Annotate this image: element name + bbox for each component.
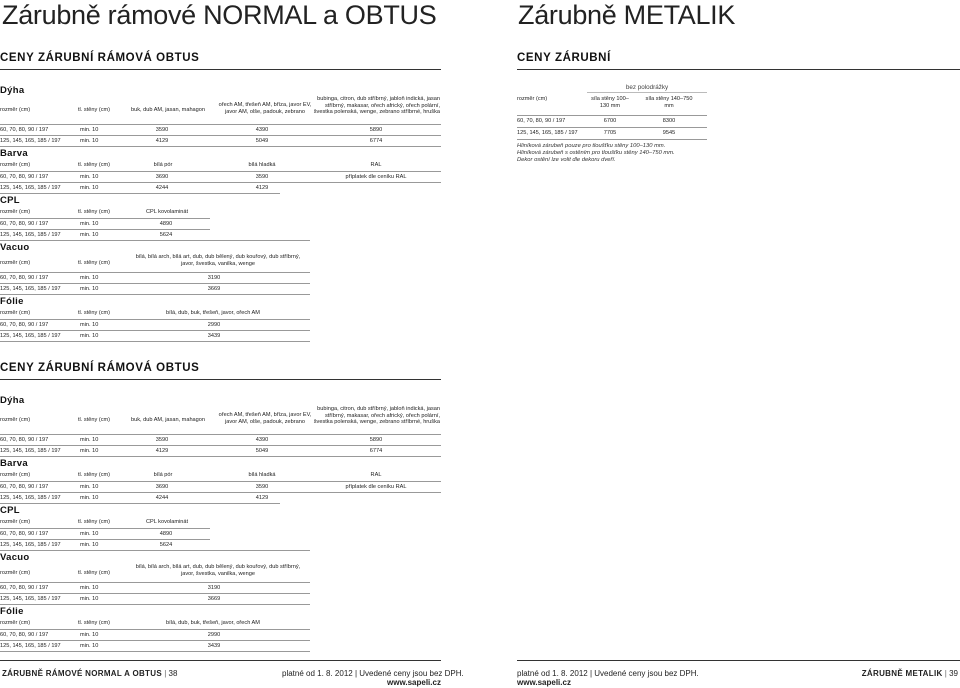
- table-header: [0, 517, 210, 527]
- table-cell: 125, 145, 165, 185 / 197: [0, 495, 61, 501]
- website-link[interactable]: www.sapeli.cz: [387, 678, 441, 687]
- table-header: [0, 160, 441, 170]
- table-cell: min. 10: [80, 596, 99, 602]
- page-title-right: Zárubně METALIK: [518, 0, 736, 30]
- table-cell: ořech AM, třešeň AM, bříza, javor EV, javor AM, olše, padouk, zebrano: [218, 412, 312, 425]
- table-header: [0, 564, 310, 582]
- table-cell: rozměr (cm): [0, 260, 31, 266]
- table-cell: min. 10: [80, 127, 99, 133]
- table-cell: 2990: [207, 322, 221, 328]
- table-cell: CPL kovolaminát: [145, 519, 189, 525]
- table-header: [0, 406, 441, 434]
- table-cell: 60, 70, 80, 90 / 197: [0, 322, 49, 328]
- table-header: [0, 308, 310, 318]
- table-cell: tl. stěny (cm): [78, 620, 111, 626]
- subsection-title: Dýha: [0, 395, 25, 406]
- table-cell: rozměr (cm): [0, 620, 31, 626]
- notes: [517, 143, 737, 164]
- table-cell: 2990: [207, 632, 221, 638]
- table-cell: 4890: [159, 221, 173, 227]
- subsection-title: Barva: [0, 458, 28, 469]
- subsection-title: Vacuo: [0, 552, 30, 563]
- table-cell: 125, 145, 165, 185 / 197: [0, 185, 61, 191]
- table-row: [0, 540, 210, 550]
- table-cell: 5049: [255, 138, 269, 144]
- table-cell: min. 10: [80, 275, 99, 281]
- subsection-title: CPL: [0, 505, 20, 516]
- table-cell: 3439: [207, 643, 221, 649]
- table-cell: 3439: [207, 333, 221, 339]
- table-cell: min. 10: [80, 322, 99, 328]
- table-cell: 3190: [207, 275, 221, 281]
- table-cell: bubinga, citron, dub stříbrný, jabloň indická, jasan stříbrný, makasar, ořech africký, ořech polární, švestka polenská, wenge, zebrano stříbrné, hruška: [313, 406, 440, 425]
- table-cell: rozměr (cm): [0, 162, 31, 168]
- table-row: [0, 125, 441, 135]
- table-row: [0, 493, 441, 503]
- page-title-left: Zárubně rámové NORMAL a OBTUS: [2, 0, 437, 30]
- footer-left-title: ZÁRUBNĚ RÁMOVÉ NORMAL A OBTUS | 38: [2, 669, 178, 678]
- table-cell: min. 10: [80, 221, 99, 227]
- subsection-title: CPL: [0, 195, 20, 206]
- table-cell: 60, 70, 80, 90 / 197: [0, 585, 49, 591]
- table-cell: 6774: [369, 138, 383, 144]
- table-row: [0, 641, 310, 651]
- table-row: 125, 145, 165, 185 / 197 7705 9545: [517, 130, 676, 136]
- table-cell: buk, dub AM, jasan, mahagon: [130, 417, 205, 423]
- table-cell: 3669: [207, 596, 221, 602]
- note: Hliníková zárubeň pouze pro tloušťku stěny 100–130 mm.: [517, 143, 666, 149]
- table-cell: min. 10: [80, 643, 99, 649]
- table-cell: bubinga, citron, dub stříbrný, jabloň indická, jasan stříbrný, makasar, ořech africký, ořech polární, švestka polenská, wenge, zebrano stříbrné, hruška: [313, 96, 440, 115]
- table-cell: RAL: [370, 162, 382, 168]
- table-cell: 4244: [155, 495, 169, 501]
- table-cell: 5049: [255, 448, 269, 454]
- table-cell: rozměr (cm): [0, 472, 31, 478]
- table-cell: 60, 70, 80, 90 / 197: [0, 632, 49, 638]
- table-cell: 4390: [255, 127, 269, 133]
- table-cell: bílá pór: [153, 472, 173, 478]
- table-cell: 125, 145, 165, 185 / 197: [0, 138, 61, 144]
- table-cell: 60, 70, 80, 90 / 197: [0, 531, 49, 537]
- table-cell: 125, 145, 165, 185 / 197: [0, 643, 61, 649]
- table-cell: 6774: [369, 448, 383, 454]
- table-cell: příplatek dle ceníku RAL: [345, 484, 407, 490]
- table-cell: 3669: [207, 286, 221, 292]
- table-cell: 3590: [255, 174, 269, 180]
- footer-right-title: ZÁRUBNĚ METALIK | 39: [861, 669, 958, 678]
- subsection-title: Vacuo: [0, 242, 30, 253]
- table-cell: 4129: [155, 448, 169, 454]
- table-cell: RAL: [370, 472, 382, 478]
- table-cell: tl. stěny (cm): [78, 472, 111, 478]
- validity-note: platné od 1. 8. 2012 | Uvedené ceny jsou bez DPH.: [282, 669, 464, 678]
- table-header: [0, 470, 441, 480]
- table-cell: min. 10: [80, 585, 99, 591]
- table-cell: CPL kovolaminát: [145, 209, 189, 215]
- footer-right-info: [517, 669, 707, 687]
- table-row: [0, 273, 310, 283]
- table-row: [0, 136, 441, 146]
- table-cell: 4129: [255, 495, 269, 501]
- table-cell: 125, 145, 165, 185 / 197: [0, 448, 61, 454]
- table-header: [0, 618, 310, 628]
- table-header: [0, 96, 441, 124]
- table-cell: tl. stěny (cm): [78, 260, 111, 266]
- table-cell: 60, 70, 80, 90 / 197: [0, 484, 49, 490]
- table-row: [0, 183, 441, 193]
- table-cell: 3590: [155, 437, 169, 443]
- table-cell: příplatek dle ceníku RAL: [345, 174, 407, 180]
- table-cell: 60, 70, 80, 90 / 197: [0, 275, 49, 281]
- table-cell: rozměr (cm): [0, 107, 31, 113]
- footer-left-info: [282, 669, 472, 687]
- table-cell: 3590: [155, 127, 169, 133]
- table-cell: tl. stěny (cm): [78, 310, 111, 316]
- website-link[interactable]: www.sapeli.cz: [517, 678, 571, 687]
- table-cell: tl. stěny (cm): [78, 519, 111, 525]
- table-cell: ořech AM, třešeň AM, bříza, javor EV, javor AM, olše, padouk, zebrano: [218, 102, 312, 115]
- table-cell: rozměr (cm): [0, 570, 31, 576]
- footer-divider: [517, 660, 960, 661]
- table-cell: tl. stěny (cm): [78, 107, 111, 113]
- table-cell: min. 10: [80, 484, 99, 490]
- page-number: 38: [168, 669, 178, 678]
- table-row: [0, 172, 441, 182]
- subsection-title: Fólie: [0, 296, 24, 307]
- table-cell: 5624: [159, 232, 173, 238]
- table-cell: 60, 70, 80, 90 / 197: [0, 127, 49, 133]
- divider: [0, 69, 441, 70]
- table-cell: 125, 145, 165, 185 / 197: [0, 542, 61, 548]
- table-row: [0, 219, 210, 229]
- table-cell: 125, 145, 165, 185 / 197: [0, 333, 61, 339]
- table-cell: bílá, bílá arch, bílá art, dub, dub bělený, dub kouřový, dub stříbrný, javor, švestka, vanilka, wenge: [135, 564, 301, 577]
- table-header: rozměr (cm) síla stěny 100–130 mm síla stěny 140–750 mm: [517, 96, 693, 109]
- table-cell: 125, 145, 165, 185 / 197: [0, 286, 61, 292]
- table-row: [0, 529, 210, 539]
- table-cell: 4890: [159, 531, 173, 537]
- subsection-title: Dýha: [0, 85, 25, 96]
- table-cell: rozměr (cm): [0, 519, 31, 525]
- table-cell: 4129: [255, 185, 269, 191]
- table-cell: bílá, dub, buk, třešeň, javor, ořech AM: [166, 310, 260, 316]
- table-cell: 4244: [155, 185, 169, 191]
- table-cell: bílá, bílá arch, bílá art, dub, dub bělený, dub kouřový, dub stříbrný, javor, švestka, vanilka, wenge: [135, 254, 301, 267]
- table-cell: 60, 70, 80, 90 / 197: [0, 221, 49, 227]
- table-cell: 5890: [369, 127, 383, 133]
- table-cell: bílá, dub, buk, třešeň, javor, ořech AM: [166, 620, 260, 626]
- table-header: [0, 207, 210, 217]
- table-cell: min. 10: [80, 542, 99, 548]
- footer-divider: [0, 660, 441, 661]
- table-cell: min. 10: [80, 185, 99, 191]
- table-cell: bílá pór: [153, 162, 173, 168]
- table-row: [0, 446, 441, 456]
- table-cell: 3690: [155, 484, 169, 490]
- table-cell: rozměr (cm): [0, 417, 31, 423]
- table-cell: 3190: [207, 585, 221, 591]
- table-cell: tl. stěny (cm): [78, 162, 111, 168]
- table-row: [0, 482, 441, 492]
- table-row: [0, 435, 441, 445]
- section-title: CENY ZÁRUBNÍ: [517, 52, 611, 64]
- divider: [517, 69, 960, 70]
- validity-note: platné od 1. 8. 2012 | Uvedené ceny jsou bez DPH.: [517, 669, 699, 678]
- table-cell: min. 10: [80, 232, 99, 238]
- table-cell: tl. stěny (cm): [78, 417, 111, 423]
- table-cell: bílá hladká: [248, 162, 276, 168]
- table-row: [0, 320, 310, 330]
- page-number: 39: [949, 669, 958, 678]
- table-cell: 125, 145, 165, 185 / 197: [0, 596, 61, 602]
- table-cell: min. 10: [80, 333, 99, 339]
- table-cell: bílá hladká: [248, 472, 276, 478]
- table-cell: min. 10: [80, 632, 99, 638]
- footer-title: ZÁRUBNĚ RÁMOVÉ NORMAL A OBTUS: [2, 669, 162, 678]
- table-header: [0, 254, 310, 272]
- table-cell: min. 10: [80, 448, 99, 454]
- table-cell: tl. stěny (cm): [78, 570, 111, 576]
- table-cell: min. 10: [80, 437, 99, 443]
- table-cell: buk, dub AM, jasan, mahagon: [130, 107, 205, 113]
- table-row: [0, 594, 310, 604]
- section-title: CENY ZÁRUBNÍ RÁMOVÁ OBTUS: [0, 52, 200, 64]
- table-cell: min. 10: [80, 138, 99, 144]
- footer-title: ZÁRUBNĚ METALIK: [861, 669, 943, 678]
- table-cell: min. 10: [80, 286, 99, 292]
- subsection-title: Fólie: [0, 606, 24, 617]
- table-cell: 4129: [155, 138, 169, 144]
- table-cell: min. 10: [80, 174, 99, 180]
- group-label: bez polodrážky: [625, 84, 669, 91]
- note: Hliníková zárubeň s ostěním pro tloušťku stěny 140–750 mm.: [517, 150, 675, 156]
- note: Dekor ostění lze volit dle dekoru dveří.: [517, 157, 616, 163]
- table-cell: min. 10: [80, 495, 99, 501]
- table-cell: 60, 70, 80, 90 / 197: [0, 437, 49, 443]
- table-row: 60, 70, 80, 90 / 197 6700 8300: [517, 118, 676, 124]
- table-cell: rozměr (cm): [0, 209, 31, 215]
- table-row: [0, 284, 310, 294]
- table-cell: 3590: [255, 484, 269, 490]
- table-row: [0, 583, 310, 593]
- table-cell: min. 10: [80, 531, 99, 537]
- section-title: CENY ZÁRUBNÍ RÁMOVÁ OBTUS: [0, 362, 200, 374]
- subsection-title: Barva: [0, 148, 28, 159]
- table-row: [0, 230, 210, 240]
- table-cell: 3690: [155, 174, 169, 180]
- table-cell: 125, 145, 165, 185 / 197: [0, 232, 61, 238]
- table-cell: 5890: [369, 437, 383, 443]
- table-cell: 5624: [159, 542, 173, 548]
- table-cell: 4390: [255, 437, 269, 443]
- table-cell: rozměr (cm): [0, 310, 31, 316]
- table-row: [0, 331, 310, 341]
- divider: [0, 379, 441, 380]
- table-cell: tl. stěny (cm): [78, 209, 111, 215]
- table-cell: 60, 70, 80, 90 / 197: [0, 174, 49, 180]
- table-row: [0, 630, 310, 640]
